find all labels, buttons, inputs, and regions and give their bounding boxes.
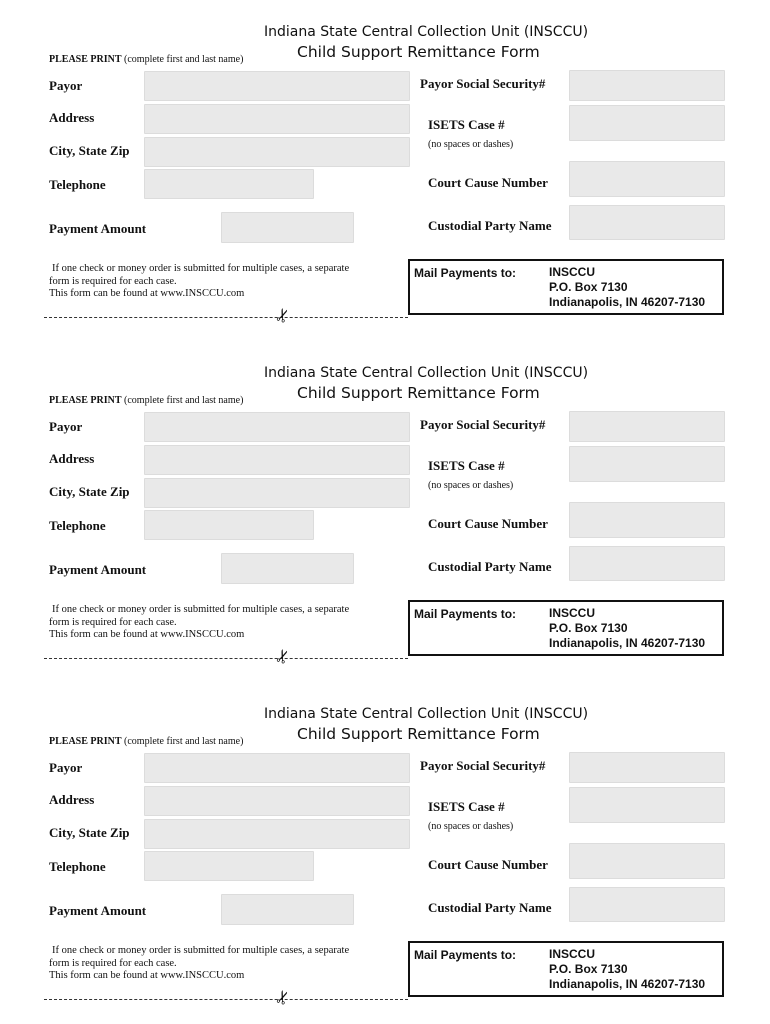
mail-address xyxy=(549,606,705,651)
form-title-agency: Indiana State Central Collection Unit (INSCCU) xyxy=(264,365,589,381)
court-cause-field[interactable] xyxy=(569,843,725,879)
telephone-label: Telephone xyxy=(49,859,106,874)
mail-address xyxy=(549,947,705,992)
address-field[interactable] xyxy=(144,786,410,816)
isets-case-label: ISETS Case # xyxy=(428,799,505,814)
form-title-agency: Indiana State Central Collection Unit (INSCCU) xyxy=(264,706,589,722)
note-line: If one check or money order is submitted for multiple cases, a separate xyxy=(52,945,350,956)
custodial-party-field[interactable] xyxy=(569,887,725,922)
mail-payments-box xyxy=(408,941,724,997)
note-line: form is required for each case. xyxy=(49,616,177,628)
court-cause-field[interactable] xyxy=(569,161,725,197)
scissors-icon: ✂ xyxy=(271,304,296,327)
please-print-label: PLEASE PRINT xyxy=(49,395,122,406)
telephone-label: Telephone xyxy=(49,518,106,533)
payor-ssn-label: Payor Social Security# xyxy=(420,76,546,91)
please-print-instruction xyxy=(49,736,243,747)
court-cause-label: Court Cause Number xyxy=(428,857,548,872)
note-line: form is required for each case. xyxy=(49,957,177,969)
mail-address-line: INSCCU xyxy=(549,606,596,620)
note-line: form is required for each case. xyxy=(49,275,177,287)
custodial-party-label: Custodial Party Name xyxy=(428,900,552,915)
mail-address-line: P.O. Box 7130 xyxy=(549,962,628,976)
isets-case-field[interactable] xyxy=(569,446,725,482)
custodial-party-label: Custodial Party Name xyxy=(428,218,552,233)
please-print-instruction xyxy=(49,54,243,65)
please-print-instruction xyxy=(49,395,243,406)
address-label: Address xyxy=(49,451,95,466)
payment-amount-label: Payment Amount xyxy=(49,903,147,918)
payment-amount-field[interactable] xyxy=(221,894,354,925)
form-title: Child Support Remittance Form xyxy=(297,43,540,61)
please-print-note: (complete first and last name) xyxy=(124,54,244,65)
cut-line xyxy=(44,317,408,318)
mail-address-line: INSCCU xyxy=(549,947,596,961)
note-line: This form can be found at www.INSCCU.com xyxy=(49,288,245,299)
remittance-form xyxy=(0,0,770,341)
address-field[interactable] xyxy=(144,104,410,134)
mail-address-line: Indianapolis, IN 46207-7130 xyxy=(549,295,706,309)
isets-case-label: ISETS Case # xyxy=(428,458,505,473)
mail-address-line: Indianapolis, IN 46207-7130 xyxy=(549,636,706,650)
isets-case-field[interactable] xyxy=(569,105,725,141)
mail-address-line: Indianapolis, IN 46207-7130 xyxy=(549,977,706,991)
please-print-note: (complete first and last name) xyxy=(124,395,244,406)
mail-payments-label: Mail Payments to: xyxy=(414,948,517,962)
remittance-form xyxy=(0,682,770,1023)
payor-label: Payor xyxy=(49,419,83,434)
form-title: Child Support Remittance Form xyxy=(297,725,540,743)
payor-field[interactable] xyxy=(144,753,410,783)
payor-label: Payor xyxy=(49,760,83,775)
city-state-zip-field[interactable] xyxy=(144,137,410,167)
multiple-cases-note xyxy=(49,263,349,301)
note-line: This form can be found at www.INSCCU.com xyxy=(49,629,245,640)
mail-payments-box xyxy=(408,600,724,656)
court-cause-field[interactable] xyxy=(569,502,725,538)
payment-amount-label: Payment Amount xyxy=(49,562,147,577)
payment-amount-field[interactable] xyxy=(221,553,354,584)
mail-payments-label: Mail Payments to: xyxy=(414,607,517,621)
address-label: Address xyxy=(49,110,95,125)
mail-payments-box xyxy=(408,259,724,315)
mail-payments-label: Mail Payments to: xyxy=(414,266,517,280)
city-state-zip-label: City, State Zip xyxy=(49,825,130,840)
cut-line xyxy=(44,999,408,1000)
court-cause-label: Court Cause Number xyxy=(428,175,548,190)
isets-case-note: (no spaces or dashes) xyxy=(428,821,514,832)
mail-address-line: INSCCU xyxy=(549,265,596,279)
payment-amount-field[interactable] xyxy=(221,212,354,243)
city-state-zip-field[interactable] xyxy=(144,478,410,508)
telephone-field[interactable] xyxy=(144,510,314,540)
payor-ssn-field[interactable] xyxy=(569,411,725,442)
form-title: Child Support Remittance Form xyxy=(297,384,540,402)
please-print-label: PLEASE PRINT xyxy=(49,736,122,747)
telephone-label: Telephone xyxy=(49,177,106,192)
payor-field[interactable] xyxy=(144,412,410,442)
please-print-note: (complete first and last name) xyxy=(124,736,244,747)
isets-case-note: (no spaces or dashes) xyxy=(428,139,514,150)
custodial-party-field[interactable] xyxy=(569,205,725,240)
city-state-zip-label: City, State Zip xyxy=(49,143,130,158)
scissors-icon: ✂ xyxy=(271,986,296,1009)
note-line: This form can be found at www.INSCCU.com xyxy=(49,970,245,981)
mail-address-line: P.O. Box 7130 xyxy=(549,621,628,635)
payor-field[interactable] xyxy=(144,71,410,101)
custodial-party-field[interactable] xyxy=(569,546,725,581)
isets-case-label: ISETS Case # xyxy=(428,117,505,132)
multiple-cases-note xyxy=(49,604,349,642)
note-line: If one check or money order is submitted for multiple cases, a separate xyxy=(52,263,350,274)
mail-address-line: P.O. Box 7130 xyxy=(549,280,628,294)
city-state-zip-field[interactable] xyxy=(144,819,410,849)
custodial-party-label: Custodial Party Name xyxy=(428,559,552,574)
payor-label: Payor xyxy=(49,78,83,93)
payor-ssn-field[interactable] xyxy=(569,752,725,783)
please-print-label: PLEASE PRINT xyxy=(49,54,122,65)
payment-amount-label: Payment Amount xyxy=(49,221,147,236)
mail-address xyxy=(549,265,705,310)
form-title-agency: Indiana State Central Collection Unit (INSCCU) xyxy=(264,24,589,40)
scissors-icon: ✂ xyxy=(271,645,296,668)
isets-case-note: (no spaces or dashes) xyxy=(428,480,514,491)
telephone-field[interactable] xyxy=(144,169,314,199)
payor-ssn-label: Payor Social Security# xyxy=(420,758,546,773)
address-label: Address xyxy=(49,792,95,807)
cut-line xyxy=(44,658,408,659)
address-field[interactable] xyxy=(144,445,410,475)
remittance-form xyxy=(0,341,770,682)
note-line: If one check or money order is submitted for multiple cases, a separate xyxy=(52,604,350,615)
telephone-field[interactable] xyxy=(144,851,314,881)
payor-ssn-label: Payor Social Security# xyxy=(420,417,546,432)
isets-case-field[interactable] xyxy=(569,787,725,823)
city-state-zip-label: City, State Zip xyxy=(49,484,130,499)
payor-ssn-field[interactable] xyxy=(569,70,725,101)
court-cause-label: Court Cause Number xyxy=(428,516,548,531)
multiple-cases-note xyxy=(49,945,349,983)
